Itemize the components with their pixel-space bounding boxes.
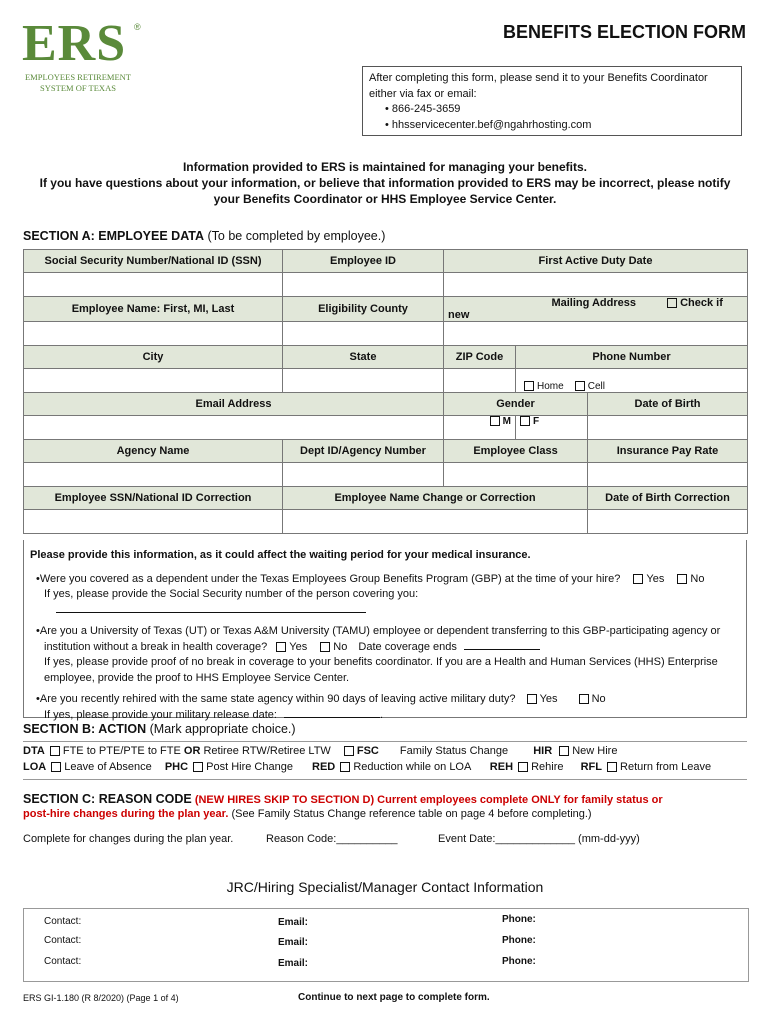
gender-m-checkbox[interactable]	[490, 416, 500, 426]
check-if-new-checkbox[interactable]	[667, 298, 677, 308]
header-name-correction: Employee Name Change or Correction	[283, 487, 588, 510]
ers-notice: Information provided to ERS is maintained for managing your benefits. If you have questions about your information, or believe that information provided to ERS may be incorrect, please notify your Benefits Coordinator or HHS Employee Service Center.	[39, 160, 731, 206]
header-eligibility-county: Eligibility County	[283, 297, 444, 322]
q1-yes-checkbox[interactable]	[633, 574, 643, 584]
cell-checkbox[interactable]	[575, 381, 585, 391]
section-b-divider	[23, 741, 747, 742]
reh-checkbox[interactable]	[518, 762, 528, 772]
ers-logo: ERS	[22, 15, 127, 72]
city-field[interactable]	[24, 369, 283, 393]
q2-no-checkbox[interactable]	[320, 642, 330, 652]
header-employee-id: Employee ID	[283, 250, 444, 273]
loa-checkbox[interactable]	[51, 762, 61, 772]
section-a-heading: SECTION A: EMPLOYEE DATA (To be completed by employee.)	[23, 229, 386, 243]
dob-field[interactable]	[588, 416, 748, 440]
eligibility-county-field[interactable]	[283, 322, 444, 346]
mailing-address-field[interactable]	[444, 322, 748, 346]
phone-label-1: Phone:	[502, 914, 536, 925]
fsc-checkbox[interactable]	[344, 746, 354, 756]
header-ssn: Social Security Number/National ID (SSN)	[24, 250, 283, 273]
covering-ssn-line[interactable]	[56, 612, 366, 613]
contact-label-3: Contact:	[44, 956, 82, 967]
plan-year-note: Complete for changes during the plan year.	[23, 833, 234, 845]
gender-f-cell[interactable]: F	[516, 416, 588, 440]
phone-field[interactable]: Home Cell	[516, 369, 748, 393]
email-field[interactable]	[24, 416, 444, 440]
contact-box	[23, 908, 749, 982]
header-employee-name: Employee Name: First, MI, Last	[24, 297, 283, 322]
header-dob: Date of Birth	[588, 393, 748, 416]
employee-data-grid	[23, 249, 747, 534]
email-label-2: Email:	[278, 937, 309, 948]
state-field[interactable]	[283, 369, 444, 393]
q3-no-checkbox[interactable]	[579, 694, 589, 704]
form-title: BENEFITS ELECTION FORM	[503, 22, 746, 42]
phone-label-3: Phone:	[502, 956, 536, 967]
employee-name-field[interactable]	[24, 322, 283, 346]
section-c-heading: SECTION C: REASON CODE (NEW HIRES SKIP TO SECTION D) Current employees complete ONLY for family status or post-hire changes during the plan year. (See Family Status Change reference table on page 4 before completing.)	[23, 792, 663, 820]
contact-label-1: Contact:	[44, 916, 82, 927]
name-correction-field[interactable]	[283, 510, 588, 534]
action-row-2: LOA Leave of Absence PHC Post Hire Change RED Reduction while on LOA REH Rehire RFL Return from Leave	[23, 761, 712, 773]
ssn-correction-field[interactable]	[24, 510, 283, 534]
email-label-1: Email:	[278, 917, 309, 928]
home-checkbox[interactable]	[524, 381, 534, 391]
section-b-bottom-divider	[23, 779, 747, 780]
header-first-duty-date: First Active Duty Date	[444, 250, 748, 273]
contact-title: JRC/Hiring Specialist/Manager Contact Information	[226, 879, 544, 895]
header-zip: ZIP Code	[444, 346, 516, 369]
header-agency-name: Agency Name	[24, 440, 283, 463]
action-row-1: DTA FTE to PTE/PTE to FTE OR Retiree RTW/Retiree LTW FSC Family Status Change HIR New Hire	[23, 745, 618, 757]
reason-code-field[interactable]: Reason Code:__________	[266, 833, 398, 845]
red-checkbox[interactable]	[340, 762, 350, 772]
q3-yes-checkbox[interactable]	[527, 694, 537, 704]
q1-no-checkbox[interactable]	[677, 574, 687, 584]
contact-label-2: Contact:	[44, 935, 82, 946]
gender-f-checkbox[interactable]	[520, 416, 530, 426]
header-mailing-address: Mailing Address Check if new	[444, 297, 748, 322]
dta-checkbox[interactable]	[50, 746, 60, 756]
hir-checkbox[interactable]	[559, 746, 569, 756]
phc-checkbox[interactable]	[193, 762, 203, 772]
coverage-end-date-line[interactable]	[464, 649, 540, 650]
form-number: ERS GI-1.180 (R 8/2020) (Page 1 of 4)	[23, 993, 179, 1003]
event-date-field[interactable]: Event Date:_____________ (mm-dd-yyy)	[438, 833, 640, 845]
ssn-field[interactable]	[24, 273, 283, 297]
dept-id-field[interactable]	[283, 463, 444, 487]
section-b-heading: SECTION B: ACTION (Mark appropriate choice.)	[23, 722, 296, 736]
first-duty-date-field[interactable]	[444, 273, 748, 297]
email-label-3: Email:	[278, 958, 309, 969]
header-ssn-correction: Employee SSN/National ID Correction	[24, 487, 283, 510]
phone-label-2: Phone:	[502, 935, 536, 946]
header-phone: Phone Number	[516, 346, 748, 369]
rfl-checkbox[interactable]	[607, 762, 617, 772]
pay-rate-field[interactable]	[588, 463, 748, 487]
employee-class-field[interactable]	[444, 463, 588, 487]
header-pay-rate: Insurance Pay Rate	[588, 440, 748, 463]
submission-info-box: After completing this form, please send it to your Benefits Coordinator either via fax or email: • 866-245-3659 • hhsservicecenter.bef@ngahrhosting.com	[362, 66, 742, 136]
military-release-date-line[interactable]	[284, 717, 380, 718]
header-state: State	[283, 346, 444, 369]
check-if-new[interactable]: Check if new	[448, 297, 723, 321]
service-email: • hhsservicecenter.bef@ngahrhosting.com	[385, 118, 735, 134]
waiting-period-questions: Please provide this information, as it could affect the waiting period for your medical insurance. •Were you covered as a dependent under the Texas Employees Group Benefits Program (GBP) at the time of your hire? Yes No If yes, please provide the Social Security number of the person covering you: •Are you a University of Texas (UT) or Texas A&M University (TAMU) employee or dependent transferring to this GBP-participating agency or institution without a break in health coverage? Yes No Date coverage ends If yes, please provide proof of no break in coverage to your benefits coordinator. If you are a Health and Human Services (HHS) Enterprise employee, provide the proof to HHS Employee Service Center. •Are you recently rehired with the same state agency within 90 days of leaving active military duty? Yes No If yes, please provide your military release date: .	[23, 540, 747, 718]
dob-correction-field[interactable]	[588, 510, 748, 534]
header-dob-correction: Date of Birth Correction	[588, 487, 748, 510]
q2-yes-checkbox[interactable]	[276, 642, 286, 652]
header-city: City	[24, 346, 283, 369]
header-email: Email Address	[24, 393, 444, 416]
employee-id-field[interactable]	[283, 273, 444, 297]
gender-m-cell[interactable]: M	[444, 416, 516, 440]
logo-subtitle: EMPLOYEES RETIREMENT SYSTEM OF TEXAS	[24, 72, 131, 93]
header-dept-id: Dept ID/Agency Number	[283, 440, 444, 463]
zip-field[interactable]	[444, 369, 516, 393]
fax-number: • 866-245-3659	[385, 102, 735, 118]
agency-name-field[interactable]	[24, 463, 283, 487]
logo-registered: ®	[134, 22, 141, 32]
header-gender: Gender	[444, 393, 588, 416]
continue-note: Continue to next page to complete form.	[298, 992, 490, 1003]
header-employee-class: Employee Class	[444, 440, 588, 463]
